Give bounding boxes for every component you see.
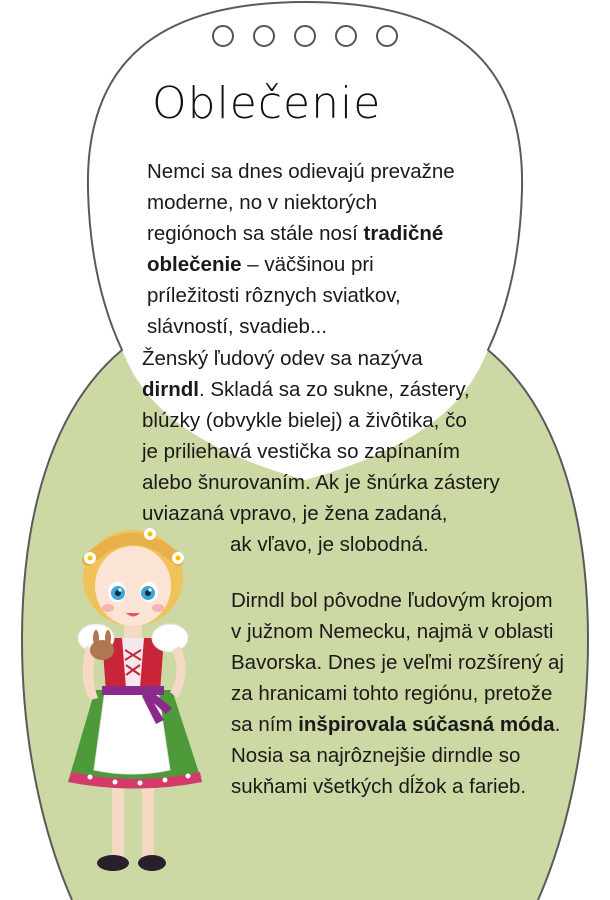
text-line: Bavorska. Dnes je veľmi rozšírený aj: [231, 651, 564, 674]
apron-ribbon: [102, 686, 164, 695]
left-shoe: [97, 855, 129, 871]
binding-hole: [294, 25, 316, 47]
paragraph-history: [231, 585, 564, 802]
text-line: príležitosti rôznych sviatkov,: [147, 284, 401, 307]
text-line: sukňami všetkých dĺžok a farieb.: [231, 775, 527, 798]
text-line: oblečenie – väčšinou pri: [147, 253, 374, 276]
text-line: alebo šnurovaním. Ak je šnúrka zástery: [142, 471, 500, 494]
text-line: Nemci sa dnes odievajú prevažne: [147, 160, 455, 183]
binding-hole: [376, 25, 398, 47]
text-line: je priliehavá vestička so zapínaním: [142, 440, 460, 463]
bold-term: tradičné: [363, 222, 444, 245]
text-line: Dirndl bol pôvodne ľudovým krojom: [231, 589, 553, 612]
text-line: v južnom Nemecku, najmä v oblasti: [231, 620, 554, 643]
bold-term: inšpirovala súčasná móda: [298, 713, 555, 736]
binding-hole: [212, 25, 234, 47]
right-sleeve: [152, 624, 188, 652]
text-line: za hranicami tohto regiónu, pretože: [231, 682, 553, 705]
text-line: slávností, svadieb...: [147, 315, 328, 338]
bunny-toy: [90, 640, 114, 660]
right-leg: [142, 785, 154, 860]
bold-term: oblečenie: [147, 253, 242, 276]
text-line: uviazaná vpravo, je žena zadaná,: [142, 502, 448, 525]
text-line: sa ním inšpirovala súčasná móda.: [231, 713, 561, 736]
girl-in-dirndl-illustration: [60, 520, 210, 885]
right-shoe: [138, 855, 166, 871]
left-leg: [112, 785, 124, 860]
text-line: dirndl. Skladá sa zo sukne, zástery,: [142, 378, 470, 401]
text-line: ak vľavo, je slobodná.: [230, 533, 429, 556]
text-line: Nosia sa najrôznejšie dirndle so: [231, 744, 521, 767]
text-line: regiónoch sa stále nosí tradičné: [147, 222, 444, 245]
binding-hole: [335, 25, 357, 47]
page-title: Oblečenie: [152, 78, 382, 129]
text-line: blúzky (obvykle bielej) a živôtika, čo: [142, 409, 467, 432]
binding-hole: [253, 25, 275, 47]
bold-term: dirndl: [142, 378, 199, 401]
paragraph-intro: [147, 156, 455, 342]
text-line: moderne, no v niektorých: [147, 191, 378, 214]
right-arm: [170, 646, 186, 698]
text-line: Ženský ľudový odev sa nazýva: [142, 347, 423, 370]
